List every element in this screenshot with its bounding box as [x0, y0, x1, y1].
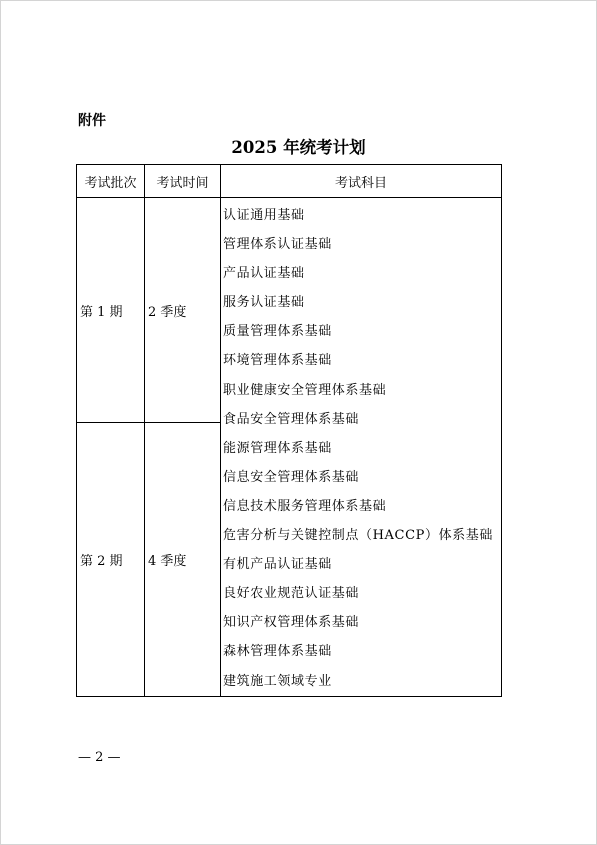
subject-item: 食品安全管理体系基础: [223, 411, 360, 427]
subject-item: 质量管理体系基础: [223, 324, 332, 340]
subject-item: 建筑施工领域专业: [223, 673, 332, 689]
header-subjects: 考试科目: [221, 165, 502, 198]
batch-cell: 第 2 期: [77, 423, 145, 697]
table-header-row: [77, 165, 502, 198]
subject-item: 服务认证基础: [223, 295, 305, 311]
header-time: 考试时间: [145, 165, 221, 198]
subjects-cell: [221, 198, 502, 697]
exam-plan-table: [76, 164, 502, 697]
subject-item: 信息安全管理体系基础: [223, 469, 360, 485]
subject-item: 危害分析与关键控制点（HACCP）体系基础: [223, 528, 493, 544]
batch-cell: 第 1 期: [77, 198, 145, 423]
time-cell: 2 季度: [145, 198, 221, 423]
attachment-label: 附件: [78, 113, 106, 129]
subject-item: 产品认证基础: [223, 266, 305, 282]
subject-item: 能源管理体系基础: [223, 440, 332, 456]
subject-item: 知识产权管理体系基础: [223, 615, 360, 631]
header-batch: 考试批次: [77, 165, 145, 198]
subject-item: 信息技术服务管理体系基础: [223, 498, 387, 514]
time-cell: 4 季度: [145, 423, 221, 697]
subject-item: 认证通用基础: [223, 208, 305, 223]
subject-item: 管理体系认证基础: [223, 237, 332, 253]
subject-item: 职业健康安全管理体系基础: [223, 382, 387, 398]
subject-item: 良好农业规范认证基础: [223, 586, 360, 602]
subject-item: 环境管理体系基础: [223, 353, 332, 369]
table-row: [77, 198, 502, 423]
subject-item: 森林管理体系基础: [223, 644, 332, 660]
page-number: — 2 —: [78, 750, 121, 765]
subject-item: 有机产品认证基础: [223, 557, 332, 573]
document-title: 2025 年统考计划: [231, 138, 366, 157]
